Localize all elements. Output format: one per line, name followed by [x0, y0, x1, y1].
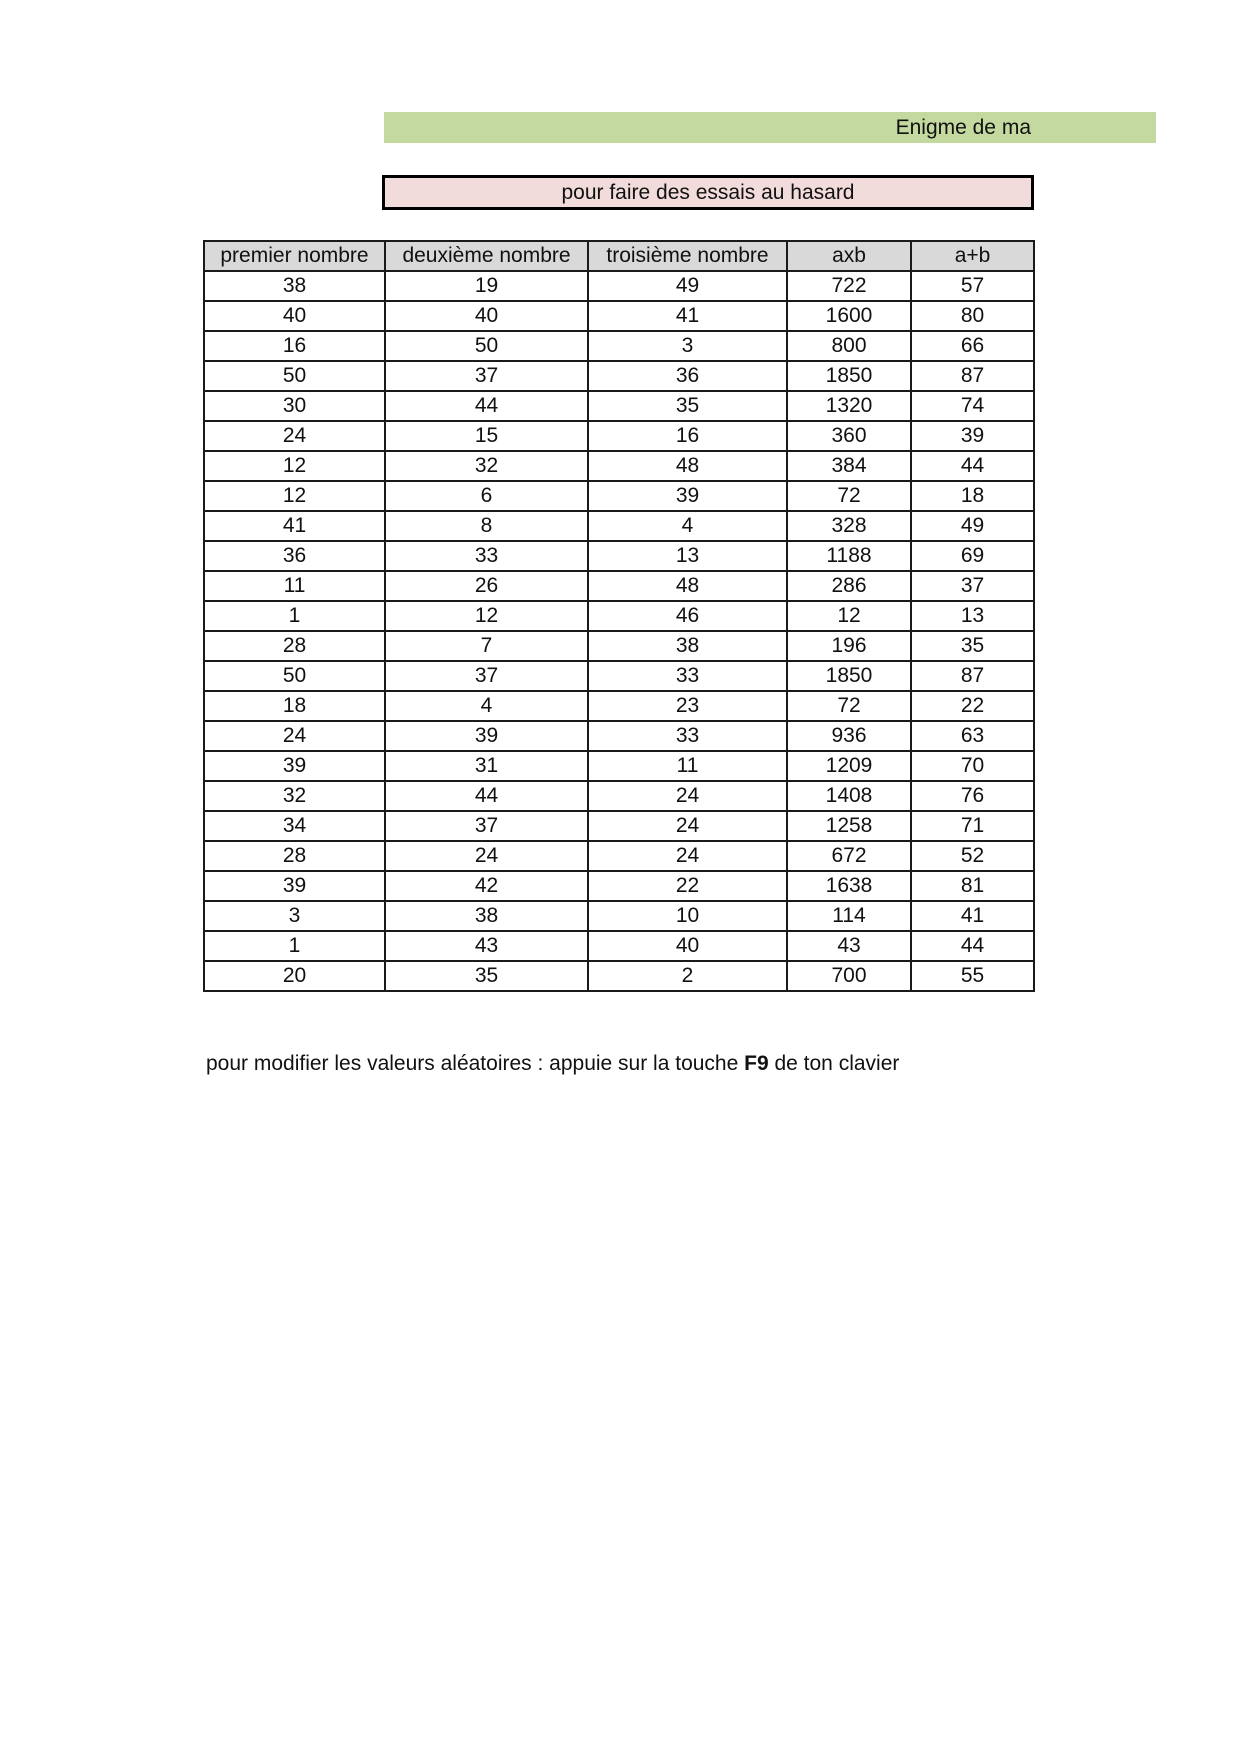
- cell-troisieme-nombre: 38: [588, 631, 787, 661]
- cell-deuxieme-nombre: 42: [385, 871, 588, 901]
- table-row: [204, 721, 1034, 751]
- cell-troisieme-nombre: 35: [588, 391, 787, 421]
- cell-axb: 1850: [787, 361, 911, 391]
- cell-troisieme-nombre: 36: [588, 361, 787, 391]
- cell-a-plus-b: 41: [911, 901, 1034, 931]
- cell-deuxieme-nombre: 35: [385, 961, 588, 991]
- cell-axb: 72: [787, 481, 911, 511]
- cell-a-plus-b: 37: [911, 571, 1034, 601]
- cell-axb: 936: [787, 721, 911, 751]
- cell-axb: 72: [787, 691, 911, 721]
- subtitle-box: pour faire des essais au hasard: [382, 175, 1034, 210]
- cell-deuxieme-nombre: 24: [385, 841, 588, 871]
- cell-deuxieme-nombre: 7: [385, 631, 588, 661]
- cell-a-plus-b: 22: [911, 691, 1034, 721]
- cell-axb: 1600: [787, 301, 911, 331]
- cell-premier-nombre: 3: [204, 901, 385, 931]
- cell-troisieme-nombre: 23: [588, 691, 787, 721]
- cell-a-plus-b: 69: [911, 541, 1034, 571]
- cell-premier-nombre: 28: [204, 841, 385, 871]
- table-row: [204, 661, 1034, 691]
- cell-deuxieme-nombre: 6: [385, 481, 588, 511]
- cell-axb: 384: [787, 451, 911, 481]
- cell-deuxieme-nombre: 38: [385, 901, 588, 931]
- cell-deuxieme-nombre: 8: [385, 511, 588, 541]
- cell-a-plus-b: 87: [911, 661, 1034, 691]
- table-header-row: [204, 241, 1034, 271]
- cell-a-plus-b: 18: [911, 481, 1034, 511]
- cell-premier-nombre: 11: [204, 571, 385, 601]
- cell-premier-nombre: 30: [204, 391, 385, 421]
- cell-premier-nombre: 32: [204, 781, 385, 811]
- cell-premier-nombre: 20: [204, 961, 385, 991]
- cell-troisieme-nombre: 48: [588, 451, 787, 481]
- table-row: [204, 391, 1034, 421]
- table-row: [204, 481, 1034, 511]
- table-row: [204, 421, 1034, 451]
- cell-troisieme-nombre: 11: [588, 751, 787, 781]
- cell-troisieme-nombre: 33: [588, 721, 787, 751]
- footer-text-before: pour modifier les valeurs aléatoires : appuie sur la touche: [206, 1052, 745, 1075]
- cell-a-plus-b: 74: [911, 391, 1034, 421]
- cell-premier-nombre: 1: [204, 601, 385, 631]
- cell-a-plus-b: 39: [911, 421, 1034, 451]
- document-title: Enigme de ma: [895, 116, 1031, 139]
- cell-deuxieme-nombre: 37: [385, 361, 588, 391]
- cell-axb: 700: [787, 961, 911, 991]
- table-row: [204, 931, 1034, 961]
- cell-premier-nombre: 38: [204, 271, 385, 301]
- cell-troisieme-nombre: 49: [588, 271, 787, 301]
- cell-a-plus-b: 81: [911, 871, 1034, 901]
- cell-troisieme-nombre: 22: [588, 871, 787, 901]
- cell-premier-nombre: 34: [204, 811, 385, 841]
- table-row: [204, 541, 1034, 571]
- cell-deuxieme-nombre: 4: [385, 691, 588, 721]
- cell-a-plus-b: 57: [911, 271, 1034, 301]
- cell-a-plus-b: 55: [911, 961, 1034, 991]
- cell-premier-nombre: 18: [204, 691, 385, 721]
- f9-key-label: F9: [744, 1052, 769, 1075]
- cell-a-plus-b: 52: [911, 841, 1034, 871]
- table-row: [204, 361, 1034, 391]
- random-numbers-table: [203, 240, 1035, 992]
- header-axb: axb: [787, 241, 911, 271]
- cell-deuxieme-nombre: 43: [385, 931, 588, 961]
- table-row: [204, 811, 1034, 841]
- cell-deuxieme-nombre: 12: [385, 601, 588, 631]
- cell-a-plus-b: 87: [911, 361, 1034, 391]
- cell-deuxieme-nombre: 19: [385, 271, 588, 301]
- cell-deuxieme-nombre: 44: [385, 391, 588, 421]
- cell-deuxieme-nombre: 33: [385, 541, 588, 571]
- table-row: [204, 841, 1034, 871]
- header-deuxieme-nombre: deuxième nombre: [385, 241, 588, 271]
- cell-axb: 1258: [787, 811, 911, 841]
- cell-troisieme-nombre: 16: [588, 421, 787, 451]
- footer-instruction: [206, 1052, 899, 1076]
- cell-axb: 672: [787, 841, 911, 871]
- cell-troisieme-nombre: 13: [588, 541, 787, 571]
- table-row: [204, 271, 1034, 301]
- header-premier-nombre: premier nombre: [204, 241, 385, 271]
- cell-axb: 12: [787, 601, 911, 631]
- table-row: [204, 871, 1034, 901]
- table-body: [204, 271, 1034, 991]
- cell-deuxieme-nombre: 26: [385, 571, 588, 601]
- cell-a-plus-b: 49: [911, 511, 1034, 541]
- cell-premier-nombre: 50: [204, 361, 385, 391]
- header-a-plus-b: a+b: [911, 241, 1034, 271]
- cell-axb: 1209: [787, 751, 911, 781]
- cell-axb: 1850: [787, 661, 911, 691]
- cell-axb: 196: [787, 631, 911, 661]
- cell-premier-nombre: 1: [204, 931, 385, 961]
- cell-axb: 1638: [787, 871, 911, 901]
- cell-deuxieme-nombre: 39: [385, 721, 588, 751]
- table-row: [204, 571, 1034, 601]
- cell-premier-nombre: 28: [204, 631, 385, 661]
- cell-premier-nombre: 41: [204, 511, 385, 541]
- footer-text-after: de ton clavier: [768, 1052, 900, 1075]
- table-row: [204, 631, 1034, 661]
- cell-premier-nombre: 36: [204, 541, 385, 571]
- cell-axb: 1408: [787, 781, 911, 811]
- table-row: [204, 961, 1034, 991]
- cell-troisieme-nombre: 4: [588, 511, 787, 541]
- cell-premier-nombre: 12: [204, 481, 385, 511]
- cell-deuxieme-nombre: 44: [385, 781, 588, 811]
- cell-axb: 286: [787, 571, 911, 601]
- cell-axb: 800: [787, 331, 911, 361]
- cell-troisieme-nombre: 41: [588, 301, 787, 331]
- cell-a-plus-b: 13: [911, 601, 1034, 631]
- cell-troisieme-nombre: 40: [588, 931, 787, 961]
- cell-premier-nombre: 16: [204, 331, 385, 361]
- cell-axb: 114: [787, 901, 911, 931]
- cell-troisieme-nombre: 2: [588, 961, 787, 991]
- table-row: [204, 601, 1034, 631]
- cell-deuxieme-nombre: 31: [385, 751, 588, 781]
- cell-deuxieme-nombre: 32: [385, 451, 588, 481]
- cell-axb: 722: [787, 271, 911, 301]
- cell-troisieme-nombre: 24: [588, 811, 787, 841]
- cell-axb: 1320: [787, 391, 911, 421]
- cell-troisieme-nombre: 24: [588, 841, 787, 871]
- table-row: [204, 511, 1034, 541]
- cell-a-plus-b: 63: [911, 721, 1034, 751]
- cell-troisieme-nombre: 48: [588, 571, 787, 601]
- cell-deuxieme-nombre: 15: [385, 421, 588, 451]
- table-row: [204, 751, 1034, 781]
- cell-premier-nombre: 39: [204, 751, 385, 781]
- table-row: [204, 691, 1034, 721]
- cell-axb: 328: [787, 511, 911, 541]
- cell-a-plus-b: 70: [911, 751, 1034, 781]
- cell-premier-nombre: 12: [204, 451, 385, 481]
- title-banner: [384, 112, 1156, 143]
- table-row: [204, 781, 1034, 811]
- table-row: [204, 301, 1034, 331]
- cell-a-plus-b: 76: [911, 781, 1034, 811]
- cell-axb: 43: [787, 931, 911, 961]
- header-troisieme-nombre: troisième nombre: [588, 241, 787, 271]
- cell-troisieme-nombre: 10: [588, 901, 787, 931]
- cell-troisieme-nombre: 39: [588, 481, 787, 511]
- table-row: [204, 451, 1034, 481]
- table-row: [204, 331, 1034, 361]
- cell-premier-nombre: 24: [204, 421, 385, 451]
- cell-deuxieme-nombre: 40: [385, 301, 588, 331]
- cell-axb: 360: [787, 421, 911, 451]
- table-row: [204, 901, 1034, 931]
- cell-a-plus-b: 44: [911, 931, 1034, 961]
- cell-a-plus-b: 71: [911, 811, 1034, 841]
- cell-a-plus-b: 66: [911, 331, 1034, 361]
- cell-a-plus-b: 35: [911, 631, 1034, 661]
- cell-troisieme-nombre: 46: [588, 601, 787, 631]
- cell-deuxieme-nombre: 37: [385, 661, 588, 691]
- cell-troisieme-nombre: 3: [588, 331, 787, 361]
- cell-premier-nombre: 24: [204, 721, 385, 751]
- cell-deuxieme-nombre: 37: [385, 811, 588, 841]
- cell-premier-nombre: 39: [204, 871, 385, 901]
- cell-axb: 1188: [787, 541, 911, 571]
- cell-troisieme-nombre: 24: [588, 781, 787, 811]
- cell-premier-nombre: 40: [204, 301, 385, 331]
- cell-troisieme-nombre: 33: [588, 661, 787, 691]
- cell-a-plus-b: 80: [911, 301, 1034, 331]
- cell-a-plus-b: 44: [911, 451, 1034, 481]
- cell-deuxieme-nombre: 50: [385, 331, 588, 361]
- cell-premier-nombre: 50: [204, 661, 385, 691]
